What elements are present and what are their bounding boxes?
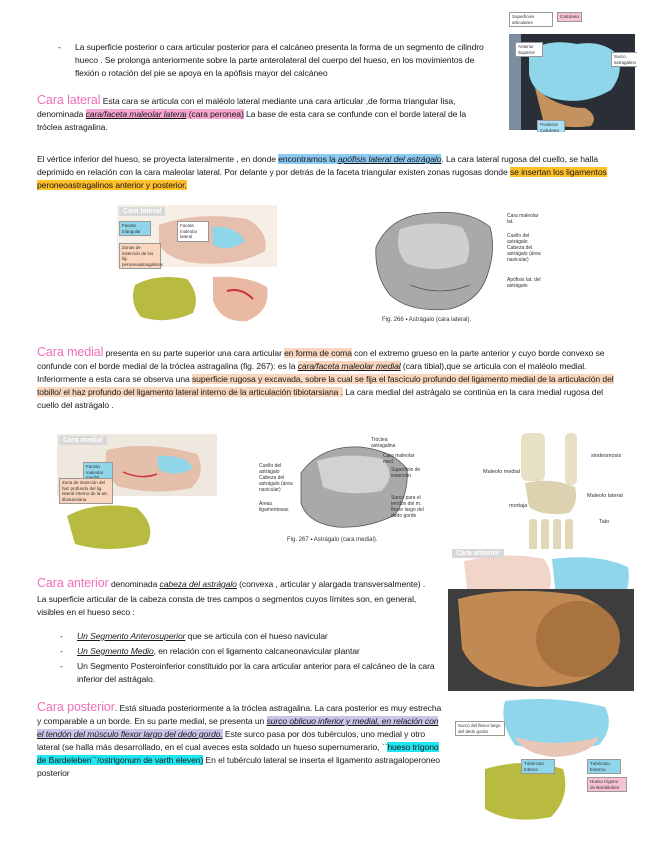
highlight-peronea: (cara peronea) — [186, 109, 244, 119]
label-superficies: Superficies articulares — [509, 12, 553, 27]
label-zonas: Zonas de inserción de los lig. peroneoastragalinos — [119, 243, 161, 269]
label-cara-maleolar-lat: Cara maleolar lat. — [507, 213, 539, 225]
figure-266 — [370, 205, 545, 333]
highlight-faceta-medial: cara/faceta maleolar medial — [297, 361, 401, 371]
cara-lateral-p2 — [37, 153, 625, 192]
label-cara-maleolar-med: Cara maleolar med. — [383, 453, 415, 465]
text: El vértice inferior del hueso, se proyecta lateralmente , en donde — [37, 154, 279, 164]
label-faceta-triangular: Faceta triangular — [119, 221, 151, 236]
text: La cara medial del astrágalo se continúa en la cara medial rugosa del cuello del astrágalo . — [37, 387, 603, 410]
label-cuello-med: Cuello del astrágalo — [259, 463, 282, 475]
bullet: - — [58, 42, 61, 52]
cara-lateral-section — [37, 94, 487, 134]
text: En el tubérculo lateral se inserta el ligamento astragaloperoneo posterior — [37, 755, 440, 778]
text: La base de esta cara se confunde con el borde lateral de la tróclea astragalina. — [37, 109, 467, 132]
label-faceta-maleolar-medial: Faceta maleolar — [83, 462, 113, 483]
text: La superficie articular de la cabeza consta de tres campos o segmentos cuyos límites son, en general, visibles en el hueso seco : — [37, 594, 417, 617]
figure-267 — [257, 433, 429, 548]
label-apofisis-lat: Apófisis lat. del astrágalo — [507, 277, 541, 289]
segment-medio: Un Segmento Medio — [77, 646, 154, 656]
label-cuello: Cuello del astrágalo — [507, 233, 530, 245]
highlight-surco-oblicuo: surco oblicuo inferior y medial, en relación con el tendón del músculo flexor largo del dedo gordo. — [37, 716, 439, 739]
label-hueso-trigono: Hueso trígono de Bardeleben — [587, 777, 627, 792]
label-maleolo-medial: Maleolo medial — [483, 469, 520, 475]
tag-cara-lateral: Cara lateral — [119, 207, 165, 216]
cara-medial-section — [37, 346, 625, 412]
text: . Está situada posteriormente a la tróclea astragalina. La cara posterior es muy estrecha y comparable a un borde. En su parte medial, se presenta un — [37, 703, 442, 726]
bullet: - — [60, 646, 63, 656]
label-mortaja: mortaja — [509, 503, 528, 509]
tag-cara-anterior: Cara anterior — [452, 549, 504, 558]
figure-anterior-photo — [448, 549, 634, 691]
text: Esta cara se articula con el maléolo lateral mediante una cara articular ,de forma triangular lisa, denominada — [37, 96, 456, 119]
label-sindesmosis: sindesmosis — [591, 453, 622, 459]
label-cabeza: Cabeza del astrágalo (área navicular) — [507, 245, 541, 263]
label-surco-flexor: Surco para el tendón del m. flexor largo del dedo gordo — [391, 495, 424, 519]
text: que se articula con el hueso navicular — [185, 631, 328, 641]
label-areas-lig: Áreas ligamentosas — [259, 501, 289, 513]
list-item — [60, 645, 437, 658]
text: con el extremo grueso en la parte anterior y cuyo borde convexo se confunde con el borde medial de la tróclea astragalina (fig. 267): es la — [37, 348, 605, 371]
anterior-talus-photo — [448, 549, 634, 691]
highlight-coma: en forma de coma — [284, 348, 352, 358]
figure-posterior-photo — [455, 697, 635, 827]
apofisis-lateral: apófisis lateral del astrágalo — [337, 154, 442, 164]
highlight-ligamentos: se insertan los ligamentos peroneoastragalinos anterior y posterior. — [37, 167, 607, 190]
heading-cara-lateral: Cara lateral — [37, 93, 101, 107]
text: Este surco pasa por dos tubérculos, uno medial y otro lateral (se halla más desarrollado, en el cual aveces esta soldado un hueso supernumerario, `` — [37, 729, 426, 752]
highlight-superficie-rugosa: superficie rugosa y excavada, sobre la cual se fija el fascículo profundo del ligamento medial de la articulación del tobillo/ el haz profundo del ligamento lateral interno de la articulación tibiotarsiana . — [37, 374, 614, 397]
highlight-encontramos — [278, 154, 441, 164]
caption-fig-267: Fig. 267 ▪ Astrágalo (cara medial). — [287, 537, 378, 543]
text: , en relación con el ligamento calcaneonavicular plantar — [153, 646, 360, 656]
bullet: - — [60, 631, 63, 641]
list-item — [60, 630, 437, 643]
caption-fig-266: Fig. 266 ▪ Astrágalo (cara lateral). — [382, 317, 472, 323]
bullet: - — [60, 661, 63, 671]
highlight-faceta-lateral: cara/faceta maleolar lateral — [85, 109, 187, 119]
tag-cara-medial: Cara medial — [59, 436, 107, 445]
label-talo: Talo — [599, 519, 610, 525]
heading-cara-medial: Cara medial — [37, 345, 104, 359]
label-posterior: Posterior Calcáneo — [537, 120, 565, 132]
intro-text: La superficie posterior o cara articular posterior para el calcáneo presenta la forma de un segmento de cilindro hueco . Se prolonga anteriormente sobre la parte anterolateral del cuerpo del hueso, en los movimientos de flexión o rotación del pie se apoya en la apófisis mayor del calcáneo — [75, 42, 484, 78]
text: (cara tibial),que se articula con el maléolo medial. Inferiormente a esta cara se observa una — [37, 361, 587, 384]
figure-medial-photo — [57, 434, 217, 554]
label-superficie-insercion: Superficie de inserción — [391, 467, 421, 479]
segment-posteroinferior: Un Segmento Posteroinferior constituido por la cara articular anterior para el calcáneo de la cara inferior del astrágalo. — [77, 661, 435, 684]
heading-cara-posterior: Cara posterior — [37, 700, 115, 714]
label-anterior: Anterior Superior — [515, 42, 543, 57]
figure-top-right — [507, 12, 637, 132]
text: denominada — [108, 579, 160, 589]
figure-ankle — [481, 433, 633, 553]
text: (convexa , articular y alargada transversalmente) . — [236, 579, 426, 589]
label-troclea: Tróclea astragalina — [371, 437, 396, 449]
cara-anterior-section — [37, 577, 447, 591]
label-surco-flexor-post: Surco del flexor largo del dedo gordo — [455, 721, 505, 736]
heading-cara-anterior: Cara anterior — [37, 576, 109, 590]
label-maleolo-lateral: Maleolo lateral — [587, 493, 623, 499]
label-zona-insercion: Zona de inserción del haz profundo del lig. lateral interno de la art. tibiotarsiana — [59, 478, 113, 504]
cabeza-astragalo: cabeza del astrágalo — [159, 579, 237, 589]
text: presenta en su parte superior una cara articular — [103, 348, 285, 358]
cara-anterior-list — [60, 630, 437, 686]
text: . La cara lateral rugosa del cuello, se halla deprimido en relación con la cara maleolar lateral. Por delante y por detrás de la faceta triangular existen zonas rugosas donde — [37, 154, 598, 177]
label-cabeza-med: Cabeza del astrágalo (área navicular) — [259, 475, 293, 493]
text: encontramos la — [278, 154, 338, 164]
posterior-talus-figure — [507, 12, 637, 132]
segment-anterosuperior: Un Segmento Anterosuperior — [77, 631, 186, 641]
cara-posterior-section — [37, 701, 442, 780]
intro-paragraph — [58, 41, 495, 80]
label-calcaneo: Calcáneo — [557, 12, 582, 22]
list-item — [60, 660, 437, 686]
label-tuberculo-interno: Tubérculo Interno — [521, 759, 555, 774]
highlight-hueso-trigono: hueso trígono de Bardeleben´´/ostrigonum de varth eleven) — [37, 742, 439, 765]
label-faceta-maleolar: Faceta maleolar lateral — [177, 221, 209, 242]
cara-anterior-p2 — [37, 593, 437, 619]
label-tuberculo-externo: Tubérculo Externo — [587, 759, 621, 774]
label-surco: Surco astragalino — [611, 52, 637, 67]
figure-lateral-photo — [117, 205, 277, 328]
